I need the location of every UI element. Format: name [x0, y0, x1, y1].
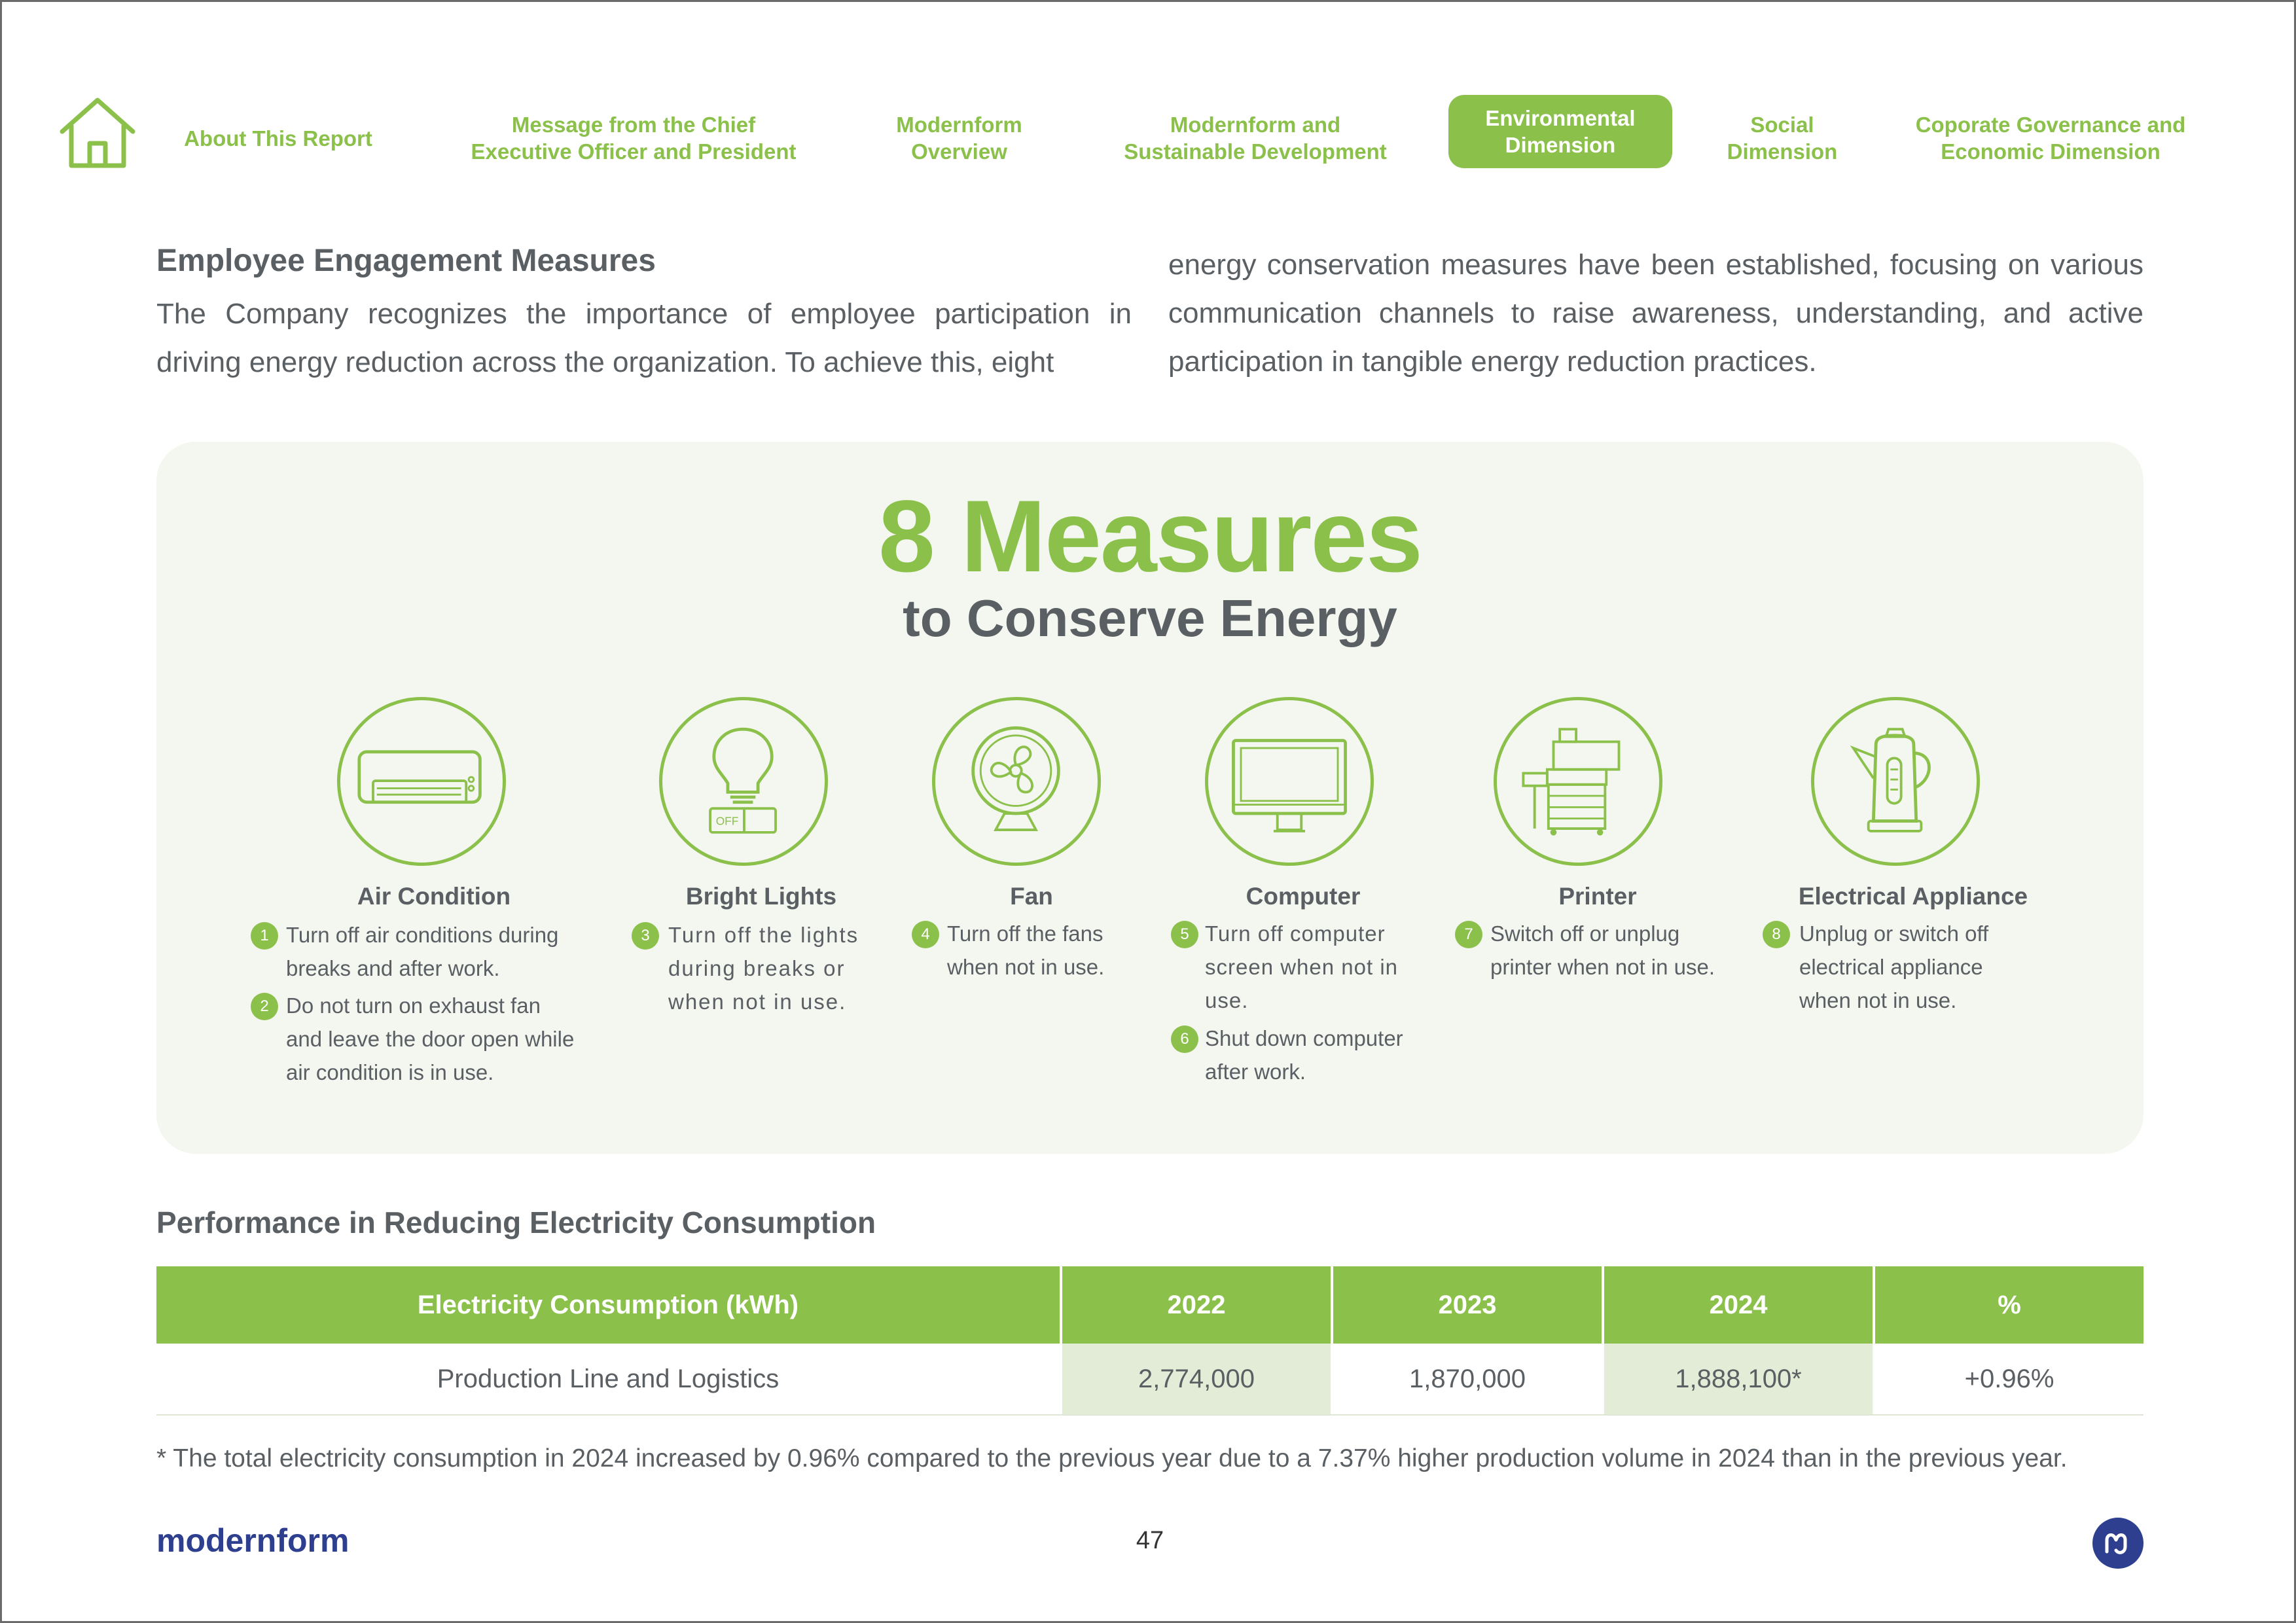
measure-number-badge: 7 [1455, 921, 1482, 948]
section-title: Employee Engagement Measures [156, 243, 656, 278]
table-footnote: * The total electricity consumption in 2024 increased by 0.96% compared to the previous year due to a 7.37% higher production volume in 2024 than in the previous year. [156, 1444, 2068, 1472]
home-icon[interactable] [57, 95, 138, 171]
measure-point-text: Turn off the lights during breaks or when not in use. [668, 923, 859, 1014]
measure-point-text: Switch off or unplug printer when not in use. [1490, 921, 1715, 979]
table-header-category: Electricity Consumption (kWh) [156, 1266, 1060, 1344]
table-row-divider [156, 1414, 2144, 1416]
table-header-2024: 2024 [1604, 1266, 1873, 1344]
measures-subtitle: to Conserve Energy [903, 589, 1397, 647]
table-header-2022: 2022 [1062, 1266, 1331, 1344]
measure-name-air-condition: Air Condition [357, 883, 511, 910]
table-cell-percent: +0.96% [1964, 1364, 2054, 1393]
nav-social-dimension[interactable]: Social Dimension [1727, 113, 1838, 164]
measures-title: 8 Measures [878, 480, 1422, 594]
monitor-icon [1205, 697, 1374, 866]
measure-number-badge: 8 [1763, 921, 1790, 948]
measure-point-text: Turn off the fans when not in use. [947, 921, 1105, 979]
brand-wordmark: modernform [156, 1522, 350, 1559]
nav-about-this-report[interactable]: About This Report [184, 126, 372, 151]
measure-point-text: Turn off air conditions during breaks and after work. [286, 923, 559, 980]
intro-paragraph-col2: energy conservation measures have been established, focusing on various communication channels to raise awareness, understanding, and active participation in tangible energy reduction practices. [1168, 249, 2144, 378]
measure-point-text: Turn off computer screen when not in use. [1205, 921, 1399, 1012]
table-cell-2024: 1,888,100* [1604, 1344, 1873, 1414]
measure-name-printer: Printer [1558, 883, 1637, 910]
nav-environmental-dimension[interactable]: Environmental Dimension [1448, 95, 1672, 168]
nav-message-from-ceo[interactable]: Message from the Chief Executive Officer and President [471, 113, 797, 164]
measure-number-badge: 3 [632, 922, 659, 950]
intro-paragraph-col1: The Company recognizes the importance of employee participation in driving energy reduction across the organization. To achieve this, eight [156, 298, 1132, 378]
printer-icon [1494, 697, 1662, 866]
page-number: 47 [1136, 1527, 1164, 1554]
measure-number-badge: 5 [1171, 921, 1198, 948]
table-cell-2023: 1,870,000 [1409, 1364, 1526, 1393]
air-conditioner-icon [337, 697, 506, 866]
kettle-icon [1811, 697, 1980, 866]
measure-point-text: Do not turn on exhaust fan and leave the door open while air condition is in use. [286, 993, 575, 1084]
nav-modernform-overview[interactable]: Modernform Overview [896, 113, 1022, 164]
measure-point-text: Shut down computer after work. [1205, 1026, 1403, 1084]
modernform-m-logo-icon [2092, 1518, 2144, 1569]
table-cell-2022: 2,774,000 [1062, 1344, 1331, 1414]
switch-off-label: OFF [715, 814, 739, 828]
measure-name-electrical-appliance: Electrical Appliance [1798, 883, 2028, 910]
measure-number-badge: 6 [1171, 1026, 1198, 1053]
measure-name-fan: Fan [1010, 883, 1053, 910]
table-title: Performance in Reducing Electricity Consumption [156, 1205, 876, 1240]
measure-number-badge: 2 [251, 993, 278, 1020]
light-bulb-icon [659, 697, 828, 866]
nav-governance-economic[interactable]: Coporate Governance and Economic Dimension [1915, 113, 2186, 164]
measure-name-bright-lights: Bright Lights [685, 883, 837, 910]
measure-point-text: Unplug or switch off electrical appliance when not in use. [1799, 921, 1989, 1012]
table-cell-category: Production Line and Logistics [437, 1364, 780, 1393]
table-header-percent: % [1875, 1266, 2144, 1344]
nav-sustainable-development[interactable]: Modernform and Sustainable Development [1124, 113, 1387, 164]
fan-icon [932, 697, 1101, 866]
table-header-2023: 2023 [1333, 1266, 1602, 1344]
measure-name-computer: Computer [1246, 883, 1361, 910]
measure-number-badge: 4 [912, 921, 939, 948]
measure-number-badge: 1 [251, 922, 278, 950]
